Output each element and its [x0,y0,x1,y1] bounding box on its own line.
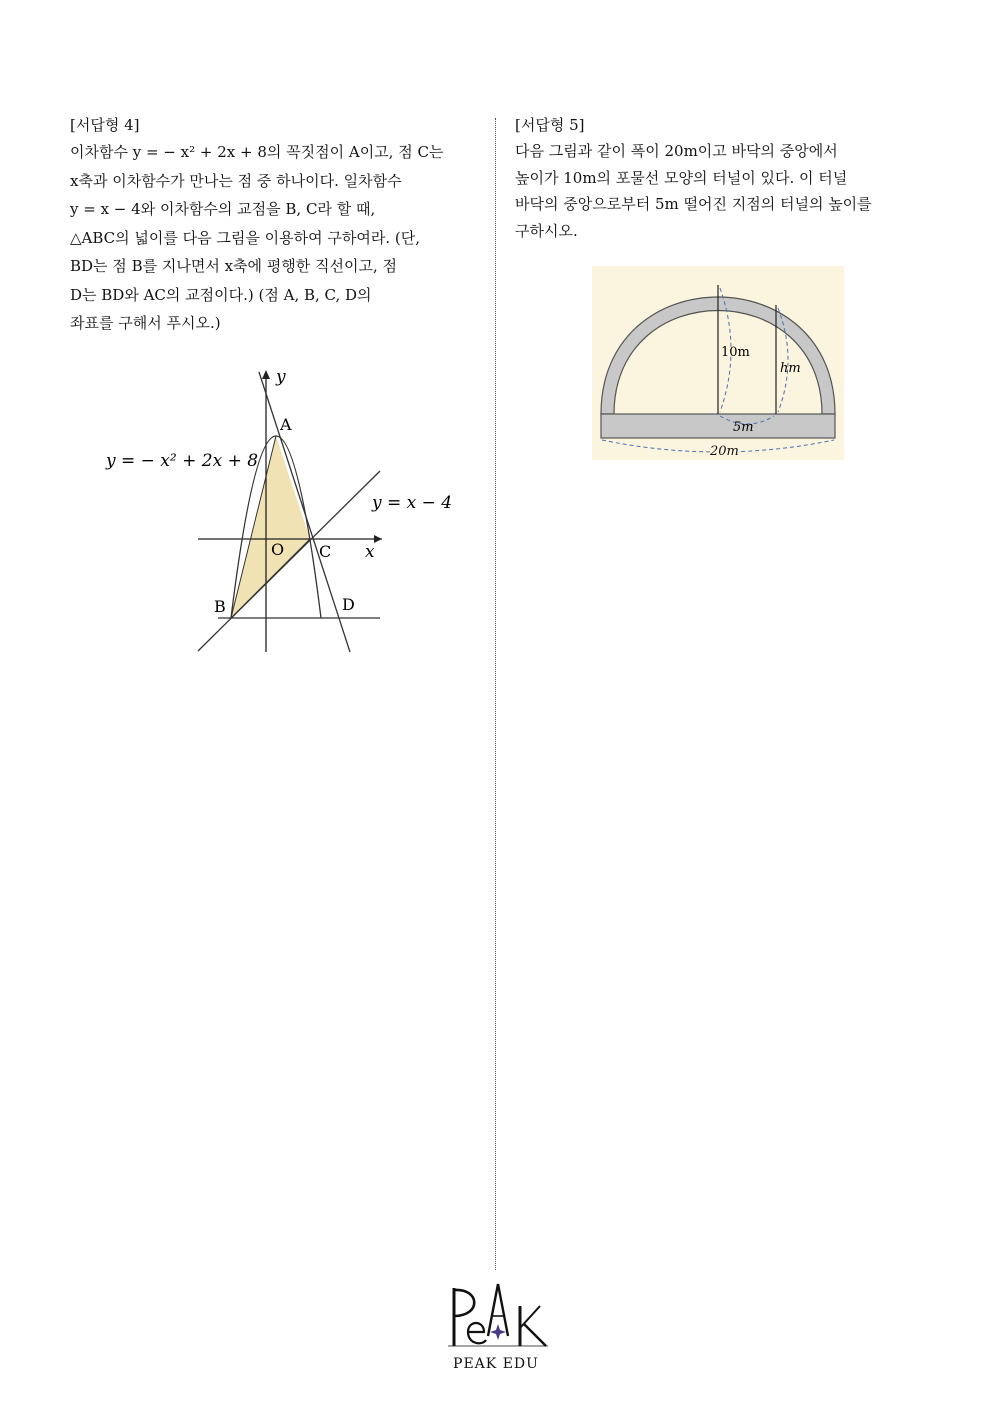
line-equation-label: y = x − 4 [372,493,453,513]
x-axis-arrow-icon [374,535,382,543]
question-4-line-7: 좌표를 구해서 푸시오.) [70,314,221,332]
point-a-label: A [280,415,292,434]
question-5-figure [592,266,844,460]
question-5-line-1: 다음 그림과 같이 폭이 20m이고 바닥의 중앙에서 [515,142,838,160]
axis-y-label: y [276,367,286,387]
y-axis-arrow-icon [262,370,270,379]
point-d-label: D [342,595,355,614]
offset-height-label: hm [780,361,801,376]
question-5-body [515,138,935,244]
question-4-line-3: y = x − 4와 이차함수의 교점을 B, C라 할 때, [70,200,376,218]
offset-width-label: 5m [733,420,754,435]
origin-label: O [271,540,285,559]
question-4-body [70,138,480,338]
question-4-title: [서답형 4] [70,116,140,134]
logo-caption: PEAK EDU [453,1356,539,1372]
peak-edu-logo [436,1278,556,1374]
question-4-line-4: △ABC의 넓이를 다음 그림을 이용하여 구하여라. (단, [70,228,420,247]
question-4-line-1: 이차함수 y = − x² + 2x + 8의 꼭짓점이 A이고, 점 C는 [70,143,444,161]
total-width-label: 20m [710,444,739,459]
question-4-line-5: BD는 점 B를 지나면서 x축에 평행한 직선이고, 점 [70,257,398,275]
point-c-label: C [319,542,332,561]
column-divider [495,118,496,1270]
parabola-equation-label: y = − x² + 2x + 8 [106,451,259,471]
point-b-label: B [214,597,226,616]
axis-x-label: x [365,542,375,562]
question-4-line-6: D는 BD와 AC의 교점이다.) (점 A, B, C, D의 [70,285,372,304]
tunnel-floor-slab [601,414,835,438]
question-4-figure [100,362,470,662]
question-5-line-4: 구하시오. [515,221,578,240]
question-5-line-2: 높이가 10m의 포물선 모양의 터널이 있다. 이 터널 [515,168,848,187]
center-height-label: 10m [721,345,750,360]
question-4-line-2: x축과 이차함수가 만나는 점 중 하나이다. 일차함수 [70,171,402,190]
question-4 [70,112,480,338]
question-5-line-3: 바닥의 중앙으로부터 5m 떨어진 지점의 터널의 높이를 [515,195,872,213]
question-5 [515,112,935,244]
question-5-title: [서답형 5] [515,116,585,134]
logo-star-icon [490,1324,506,1340]
peak-logo-icon [436,1278,556,1354]
